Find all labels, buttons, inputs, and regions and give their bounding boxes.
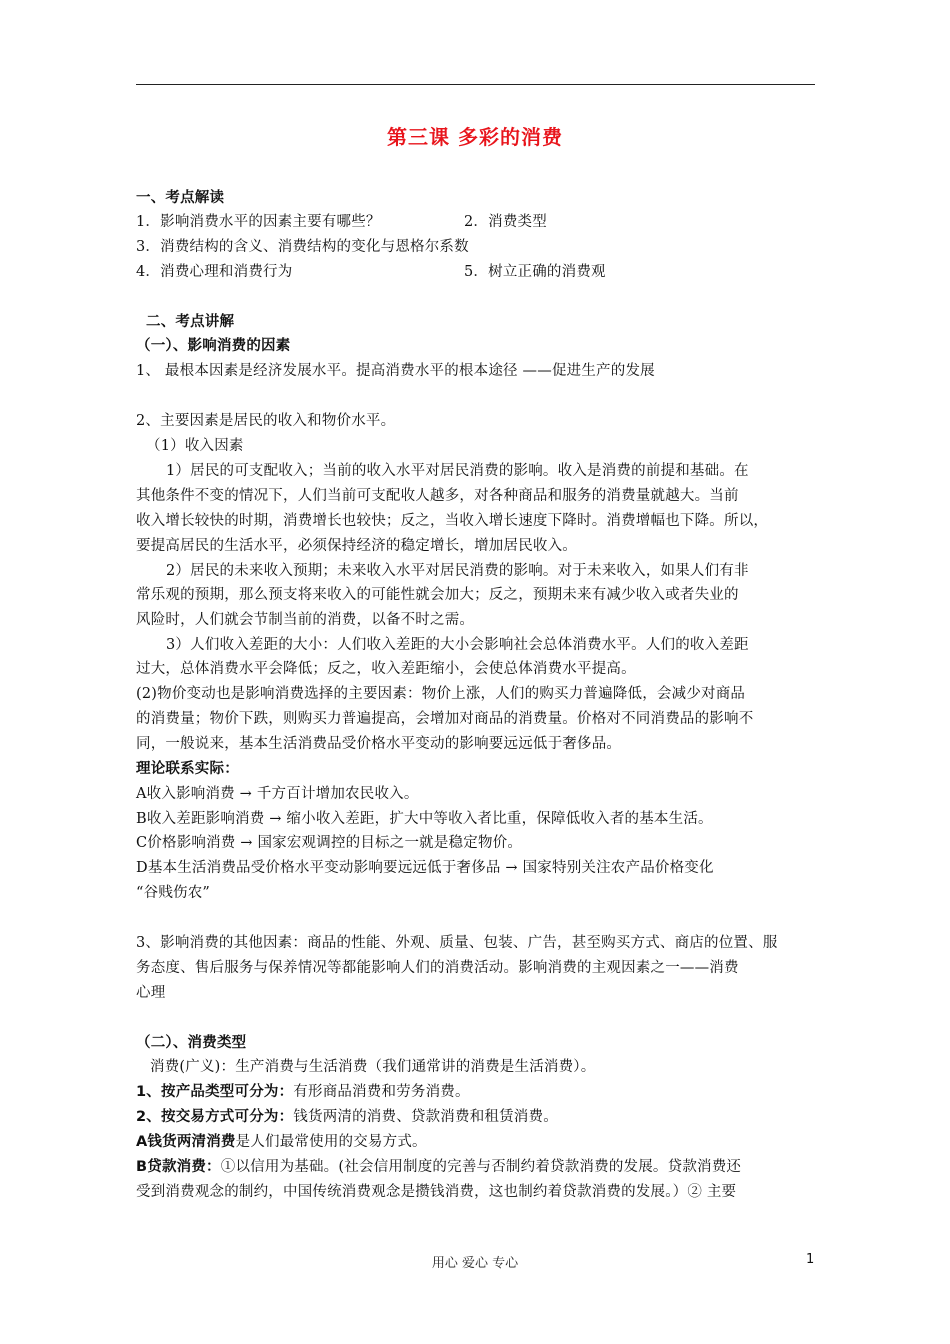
theory-item: D基本生活消费品受价格水平变动影响要远远低于奢侈品 → 国家特别关注农产品价格变化 xyxy=(136,860,714,876)
paragraph-line: 3）人们收入差距的大小：人们收入差距的大小会影响社会总体消费水平。人们的收入差距 xyxy=(166,637,749,653)
paragraph-line: 风险时，人们就会节制当前的消费，以备不时之需。 xyxy=(136,612,475,628)
paragraph-line: 过大，总体消费水平会降低；反之，收入差距缩小，会使总体消费水平提高。 xyxy=(136,661,636,677)
exam-point-row xyxy=(136,262,606,282)
paragraph-line xyxy=(136,1157,741,1177)
section-heading-1: 一、考点解读 xyxy=(136,190,225,206)
section-heading-2: 二、考点讲解 xyxy=(146,314,235,330)
theory-item: A收入影响消费 → 千方百计增加农民收入。 xyxy=(136,786,419,802)
bold-lead: B贷款消费： xyxy=(136,1159,221,1175)
bold-lead: 2、按交易方式可分为： xyxy=(136,1109,294,1125)
paragraph-line: 其他条件不变的情况下，人们当前可支配收人越多，对各种商品和服务的消费量就越大。当前 xyxy=(136,488,739,504)
theory-heading: 理论联系实际： xyxy=(136,761,239,777)
theory-item: B收入差距影响消费 → 缩小收入差距，扩大中等收入者比重，保障低收入者的基本生活。 xyxy=(136,811,713,827)
header-rule xyxy=(136,84,815,85)
exam-point-row xyxy=(136,212,547,232)
exam-point-1: 1．影响消费水平的因素主要有哪些？ xyxy=(136,214,381,230)
paragraph-line: 受到消费观念的制约，中国传统消费观念是攒钱消费，这也制约着贷款消费的发展。）② 主要 xyxy=(136,1184,737,1200)
paragraph: 1、 最根本因素是经济发展水平。提高消费水平的根本途径 ——促进生产的发展 xyxy=(136,363,655,379)
text: ①以信用为基础。(社会信用制度的完善与否制约着贷款消费的发展。贷款消费还 xyxy=(220,1159,742,1175)
subsection-heading: （一）、影响消费的因素 xyxy=(136,338,291,354)
exam-point-5: 5．树立正确的消费观 xyxy=(464,264,606,280)
page-title: 第三课 多彩的消费 xyxy=(387,125,563,149)
paragraph-line: 2）居民的未来收入预期；未来收入水平对居民消费的影响。对于未来收入，如果人们有非 xyxy=(166,563,749,579)
paragraph-line xyxy=(136,1082,470,1102)
paragraph-line: (2)物价变动也是影响消费选择的主要因素：物价上涨，人们的购买力普遍降低，会减少对商品 xyxy=(136,686,746,702)
paragraph-line xyxy=(136,1132,427,1152)
bold-lead: A钱货两清消费 xyxy=(136,1134,236,1150)
paragraph-line: 的消费量；物价下跌，则购买力普遍提高，会增加对商品的消费量。价格对不同消费品的影响不 xyxy=(136,711,754,727)
text: 钱货两清的消费、贷款消费和租赁消费。 xyxy=(293,1109,558,1125)
text: 有形商品消费和劳务消费。 xyxy=(293,1084,470,1100)
paragraph: （1）收入因素 xyxy=(146,438,244,454)
footer-text: 用心 爱心 专心 xyxy=(431,1256,519,1271)
page-number: 1 xyxy=(806,1252,815,1267)
paragraph-line: 常乐观的预期，那么预支将来收入的可能性就会加大；反之，预期未来有减少收入或者失业的 xyxy=(136,587,739,603)
exam-point-2: 2．消费类型 xyxy=(464,214,547,230)
paragraph-line: 要提高居民的生活水平，必须保持经济的稳定增长，增加居民收入。 xyxy=(136,538,577,554)
paragraph-line: 心理 xyxy=(136,985,166,1001)
exam-point-4: 4．消费心理和消费行为 xyxy=(136,264,293,280)
paragraph-line: 1）居民的可支配收入；当前的收入水平对居民消费的影响。收入是消费的前提和基础。在 xyxy=(166,463,749,479)
text: 是人们最常使用的交易方式。 xyxy=(235,1134,427,1150)
paragraph-line: 消费(广义)：生产消费与生活消费（我们通常讲的消费是生活消费）。 xyxy=(150,1059,596,1075)
paragraph-line: 同，一般说来，基本生活消费品受价格水平变动的影响要远远低于奢侈品。 xyxy=(136,736,622,752)
theory-item: “谷贱伤农” xyxy=(136,885,211,901)
paragraph-line: 务态度、售后服务与保养情况等都能影响人们的消费活动。影响消费的主观因素之一——消费 xyxy=(136,960,739,976)
paragraph-line: 收入增长较快的时期，消费增长也较快；反之，当收入增长速度下降时。消费增幅也下降。所以， xyxy=(136,513,769,529)
paragraph-line: 3、影响消费的其他因素：商品的性能、外观、质量、包装、广告，甚至购买方式、商店的位置、服 xyxy=(136,935,778,951)
theory-item: C价格影响消费 → 国家宏观调控的目标之一就是稳定物价。 xyxy=(136,835,523,851)
paragraph: 2、主要因素是居民的收入和物价水平。 xyxy=(136,413,396,429)
exam-point-3: 3．消费结构的含义、消费结构的变化与恩格尔系数 xyxy=(136,239,469,255)
bold-lead: 1、按产品类型可分为： xyxy=(136,1084,294,1100)
subsection-heading: （二）、消费类型 xyxy=(136,1035,247,1051)
paragraph-line xyxy=(136,1107,558,1127)
